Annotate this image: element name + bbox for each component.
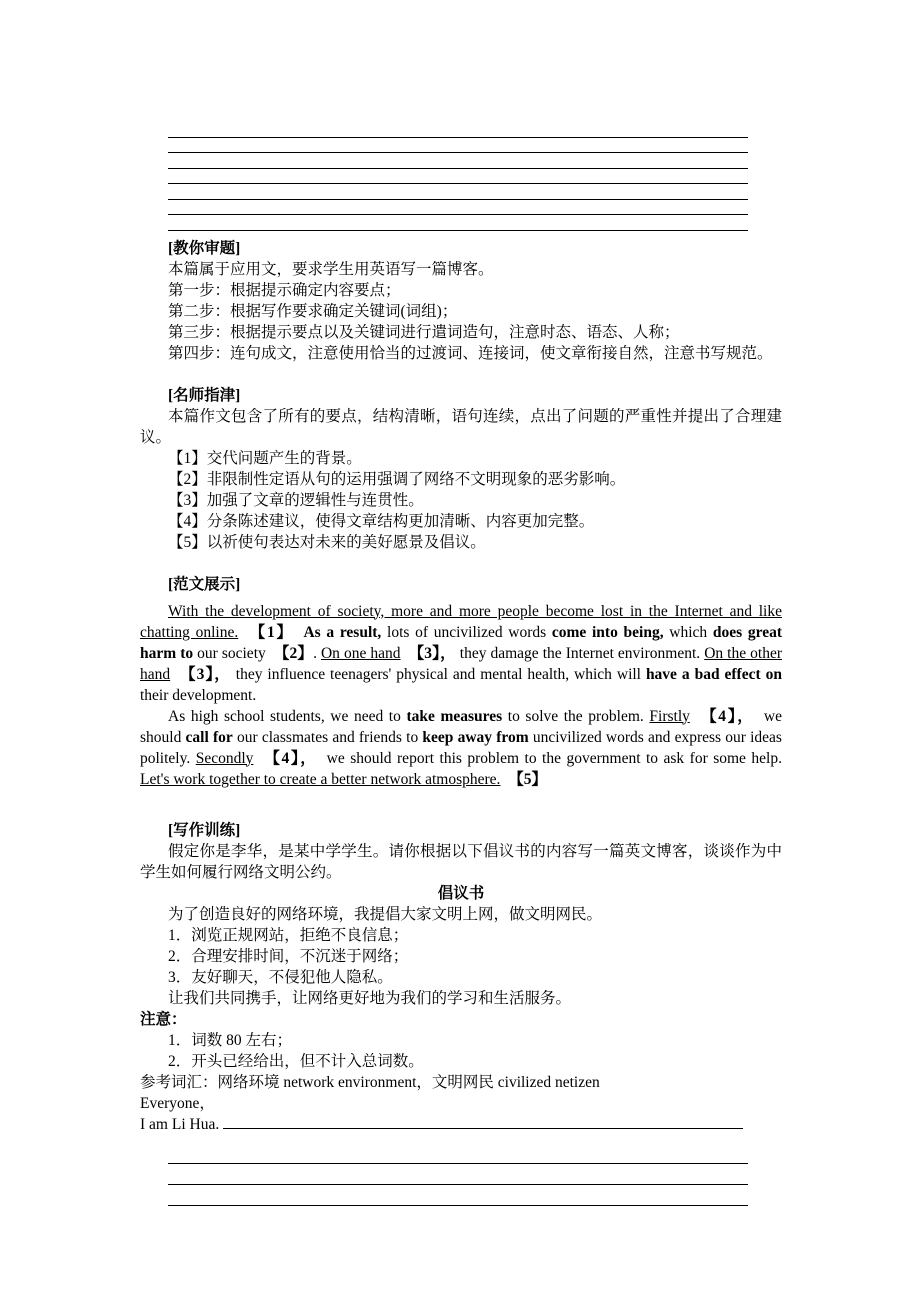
document-content [140,122,782,1206]
answer-blanks-top [140,122,782,231]
essay-paragraph-2 [140,706,782,790]
writing-blank-line [168,1143,748,1164]
zhijin-note: 【1】交代问题产生的背景。 [168,449,362,467]
writing-blank-line [168,184,748,200]
essay-bold-phrase: take measures [406,707,503,725]
section-training [140,820,782,1135]
proposal-point: 3．友好聊天，不侵犯他人隐私。 [168,968,393,986]
essay-text [253,750,272,767]
section-header-zhijin: [名师指津] [168,386,241,404]
essay-text [238,624,257,641]
essay-bold-phrase: 【3】， [187,665,231,683]
zhijin-note: 【4】分条陈述建议，使得文章结构更加清晰、内容更加完整。 [168,512,595,530]
notice-item: 1．词数 80 左右； [168,1031,293,1049]
proposal-point: 1．浏览正规网站，拒绝不良信息； [168,926,409,944]
writing-blank-line [168,1164,748,1185]
proposal-title: 倡议书 [437,884,485,902]
shenti-step: 第二步：根据写作要求确定关键词(词组)； [168,302,458,320]
proposal-intro: 为了创造良好的网络环境，我提倡大家文明上网，做文明网民。 [168,905,603,923]
section-header-fanwen: [范文展示] [168,575,241,593]
essay-bold-phrase: does great harm to [140,623,782,662]
essay-text: they influence teenagers' physical and mental health, which will [230,665,646,683]
essay-text: . [313,644,321,662]
writing-blank-line [168,169,748,185]
essay-text: uncivilized words and express our ideas politely. [140,728,782,767]
writing-blank-line [168,122,748,138]
zhijin-note: 【2】非限制性定语从句的运用强调了网络不文明现象的恶劣影响。 [168,470,626,488]
writing-blank-line [168,138,748,154]
essay-text: to solve the problem. [502,707,650,725]
essay-text: As high school students, we need to [168,707,407,725]
section-fanwen [140,574,782,790]
shenti-intro: 本篇属于应用文，要求学生用英语写一篇博客。 [168,260,494,278]
section-zhijin [140,385,782,553]
proposal-outro: 让我们共同携手，让网络更好地为我们的学习和生活服务。 [168,989,572,1007]
essay-bold-phrase: 【4】， [708,707,747,725]
shenti-step: 第一步：根据提示确定内容要点； [168,281,401,299]
proposal-point: 2．合理安排时间，不沉迷于网络； [168,947,409,965]
opening-line-2-text: I am Li Hua. [140,1115,224,1133]
training-intro: 假定你是李华，是某中学学生。请你根据以下倡议书的内容写一篇英文博客，谈谈作为中学生如何履行网络文明公约。 [140,842,782,881]
essay-underlined-phrase: On the other hand [140,644,782,683]
zhijin-note: 【5】以祈使句表达对未来的美好愿景及倡议。 [168,533,486,551]
essay-text [286,624,303,641]
essay-bold-phrase: 【5】 [515,770,547,788]
essay-bold-phrase: 【4】， [272,749,310,767]
essay-bold-phrase: come into being, [551,623,664,641]
essay-text: they damage the Internet environment. [455,644,705,662]
essay-bold-phrase: keep away from [422,728,529,746]
essay-underlined-phrase: On one hand [320,644,401,662]
essay-text: which [663,623,713,641]
shenti-step: 第四步：连句成文，注意使用恰当的过渡词、连接词，使文章衔接自然，注意书写规范。 [168,344,773,362]
inline-writing-line [223,1115,743,1129]
answer-blanks-bottom [140,1143,782,1206]
essay-text: lots of uncivilized words [381,623,552,641]
opening-line-1: Everyone， [140,1094,215,1112]
essay-text: we should report this problem to the government to ask for some help. [309,749,782,767]
notice-item: 2．开头已经给出，但不计入总词数。 [168,1052,424,1070]
essay-paragraph-1 [140,601,782,706]
essay-bold-phrase: As a result, [303,623,382,641]
essay-bold-phrase: 【1】 [257,623,287,641]
writing-blank-line [168,1185,748,1206]
section-header-shenti: [教你审题] [168,239,241,257]
writing-blank-line [168,215,748,231]
essay-underlined-phrase: Let's work together to create a better network atmosphere. [140,770,501,788]
zhijin-note: 【3】加强了文章的逻辑性与连贯性。 [168,491,424,509]
essay-bold-phrase: call for [185,728,233,746]
essay-underlined-phrase: Firstly [649,707,690,725]
zhijin-intro: 本篇作文包含了所有的要点，结构清晰，语句连续，点出了问题的严重性并提出了合理建议。 [140,407,782,446]
essay-bold-phrase: 【2】 [281,644,314,662]
essay-underlined-phrase: With the development of society, more and more people become lost in the Internet and like chatting online. [140,602,782,641]
writing-blank-line [168,153,748,169]
essay-bold-phrase: 【3】， [416,644,456,662]
writing-blank-line [168,200,748,216]
shenti-step: 第三步：根据提示要点以及关键词进行遣词造句，注意时态、语态、人称； [168,323,680,341]
essay-text [401,645,417,662]
essay-text [500,771,516,788]
essay-text: we should [140,707,782,746]
vocab-hint: 参考词汇：网络环境 network environment，文明网民 civilized netizen [140,1073,600,1091]
essay-text: our classmates and friends to [232,728,423,746]
section-shenti [140,238,782,364]
essay-text: our society [193,644,282,662]
essay-text [170,666,188,683]
essay-text [690,708,709,725]
essay-text: their development. [140,686,257,704]
essay-underlined-phrase: Secondly [195,749,254,767]
section-header-training: [写作训练] [168,821,241,839]
opening-line-2 [140,1114,782,1135]
essay-bold-phrase: have a bad effect on [645,665,782,683]
notice-label: 注意： [140,1010,187,1028]
